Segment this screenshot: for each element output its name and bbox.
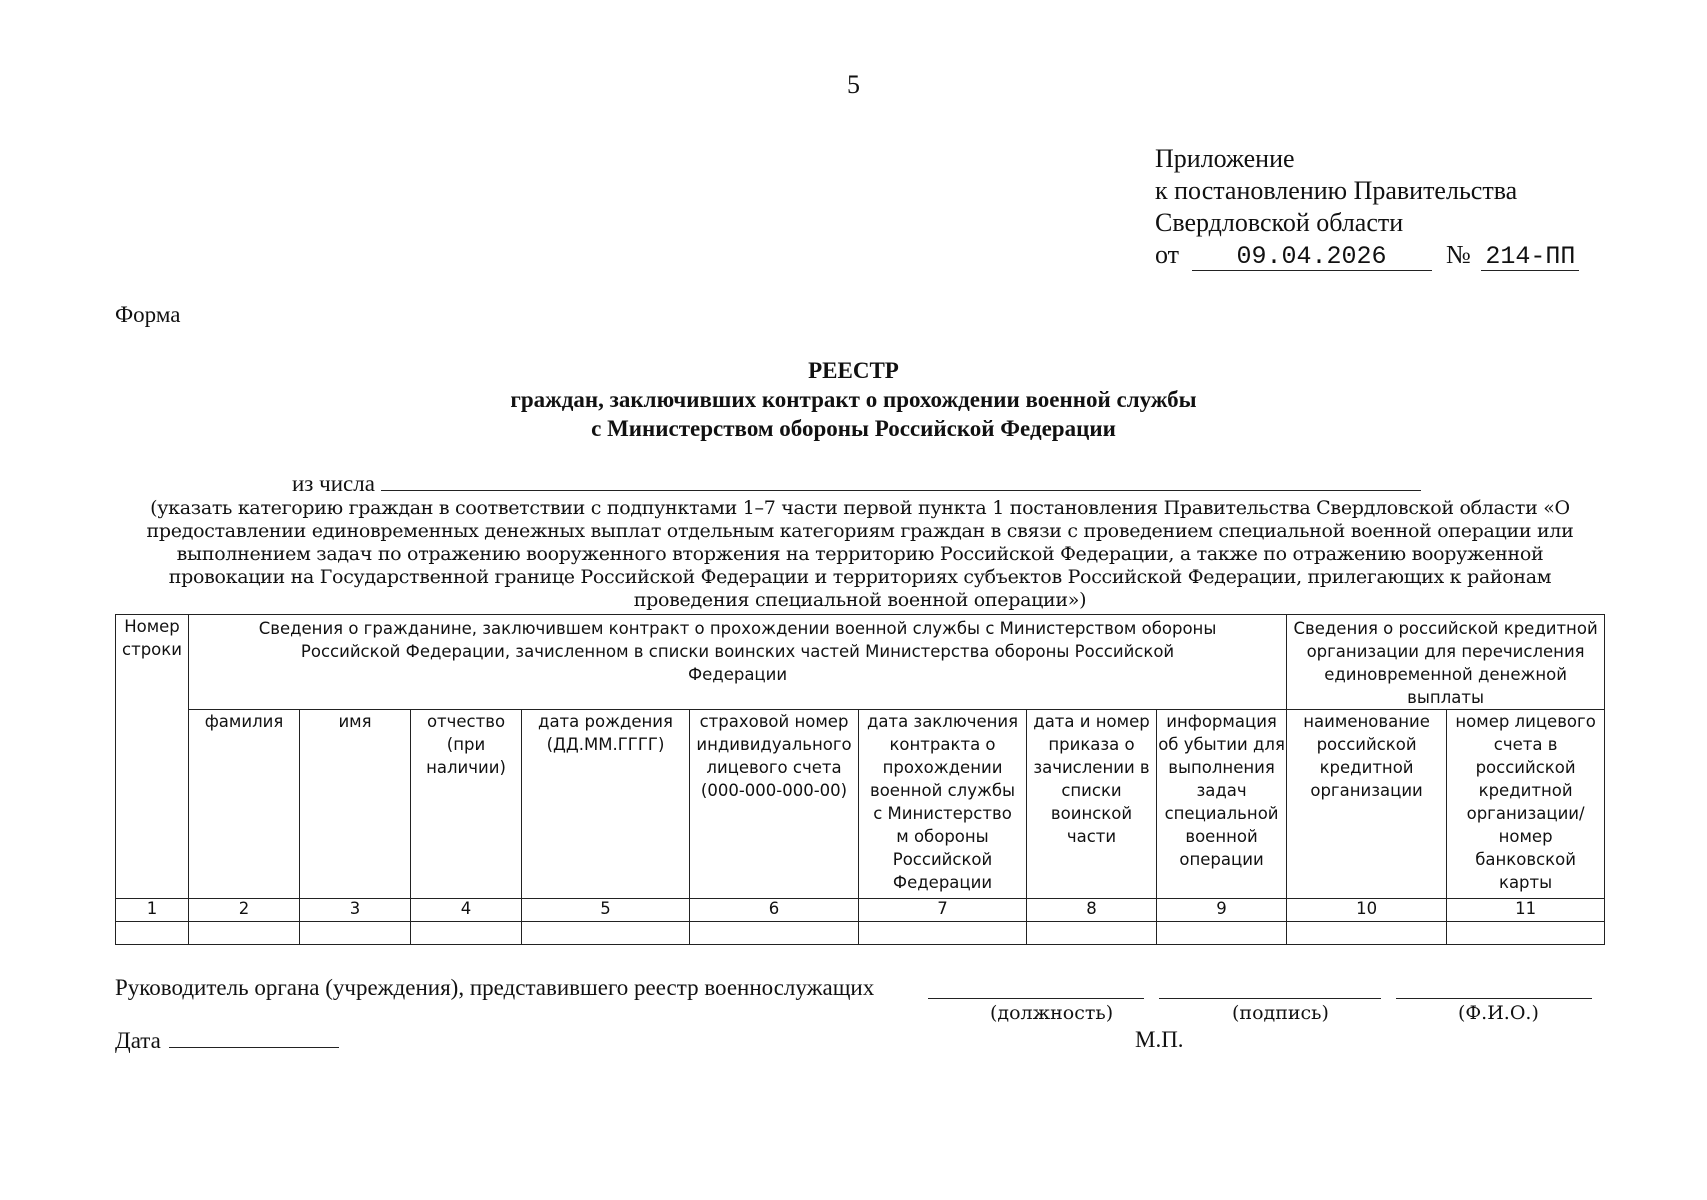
number-label: № [1446, 240, 1471, 269]
column-number: 9 [1157, 899, 1287, 922]
category-field [292, 470, 1421, 497]
name-caption: (Ф.И.О.) [1458, 1002, 1539, 1024]
table-row [116, 922, 1605, 945]
bank-group-header: Сведения о российской кредитной организации для перечисления единовременной денежной выплаты [1287, 615, 1605, 710]
column-header: имя [300, 710, 411, 899]
table-cell[interactable] [1287, 922, 1447, 945]
category-hint: (указать категорию граждан в соответствии с подпунктами 1–7 части первой пункта 1 постановления Правительства Свердловской области «О предоставлении единовременных денежных выплат отдельным категориям граждан в связи с проведением специальной военной операции или выполнением задач по отражению вооруженного вторжения на территорию Российской Федерации, а также по отражению вооруженной провокации на Государственной границе Российской Федерации и территориях субъектов Российской Федерации, прилегающих к районам проведения специальной военной операции») [146, 497, 1574, 611]
table-cell[interactable] [411, 922, 522, 945]
table-cell[interactable] [1447, 922, 1605, 945]
from-among-label: из числа [292, 471, 375, 496]
document-subtitle-line-2: с Министерством обороны Российской Федерации [591, 416, 1116, 441]
column-number-row [116, 899, 1605, 922]
column-number: 8 [1027, 899, 1157, 922]
document-title: РЕЕСТР [808, 358, 899, 383]
column-number: 7 [859, 899, 1027, 922]
category-fill-line [381, 470, 1421, 491]
column-header: информация об убытии для выполнения задач специальной военной операции [1157, 710, 1287, 899]
column-header: наименование российской кредитной организации [1287, 710, 1447, 899]
stamp-label: М.П. [1135, 1027, 1184, 1052]
column-header: дата и номер приказа о зачислении в списки воинской части [1027, 710, 1157, 899]
table-cell[interactable] [522, 922, 690, 945]
column-number: 10 [1287, 899, 1447, 922]
column-number: 11 [1447, 899, 1605, 922]
appendix-line-1: Приложение [1155, 144, 1295, 173]
appendix-block [1155, 143, 1675, 271]
signature-caption: (подпись) [1232, 1002, 1329, 1024]
table-cell[interactable] [300, 922, 411, 945]
table-cell[interactable] [1157, 922, 1287, 945]
name-line [1396, 998, 1592, 999]
position-line [928, 998, 1144, 999]
page-number: 5 [847, 70, 860, 99]
column-header: отчество (при наличии) [411, 710, 522, 899]
table-cell[interactable] [116, 922, 189, 945]
column-header: дата рождения (ДД.ММ.ГГГГ) [522, 710, 690, 899]
date-field [115, 1027, 339, 1054]
column-number: 5 [522, 899, 690, 922]
signature-line [1159, 998, 1381, 999]
table-cell[interactable] [189, 922, 300, 945]
column-number: 1 [116, 899, 189, 922]
column-number: 2 [189, 899, 300, 922]
date-fill-line [169, 1027, 339, 1048]
column-number: 3 [300, 899, 411, 922]
appendix-date-row [1155, 239, 1675, 271]
table-cell[interactable] [1027, 922, 1157, 945]
column-header: страховой номер индивидуального лицевого счета (000-000-000-00) [690, 710, 859, 899]
column-header: дата заключения контракта о прохождении военной службы с Министерство м обороны Российской Федерации [859, 710, 1027, 899]
head-signature-label: Руководитель органа (учреждения), представившего реестр военнослужащих [115, 975, 875, 1000]
document-subtitle-line-1: граждан, заключивших контракт о прохождении военной службы [510, 387, 1197, 412]
appendix-line-3: Свердловской области [1155, 208, 1404, 237]
table-cell[interactable] [859, 922, 1027, 945]
column-header: фамилия [189, 710, 300, 899]
column-number: 4 [411, 899, 522, 922]
column-header: номер лицевого счета в российской кредитной организации/ номер банковской карты [1447, 710, 1605, 899]
position-caption: (должность) [990, 1002, 1114, 1024]
row-number-header: Номер строки [116, 615, 189, 899]
from-label: от [1155, 240, 1180, 269]
form-label: Форма [115, 302, 181, 327]
appendix-line-2: к постановлению Правительства [1155, 176, 1518, 205]
table-cell[interactable] [690, 922, 859, 945]
date-label: Дата [115, 1028, 161, 1053]
column-number: 6 [690, 899, 859, 922]
resolution-date: 09.04.2026 [1192, 244, 1432, 271]
resolution-number: 214-ПП [1481, 244, 1579, 271]
registry-table [115, 614, 1605, 945]
citizen-group-header: Сведения о гражданине, заключившем контракт о прохождении военной службы с Министерством обороны Российской Федерации, зачисленном в списки воинских частей Министерства обороны Российской Федерации [189, 615, 1287, 710]
